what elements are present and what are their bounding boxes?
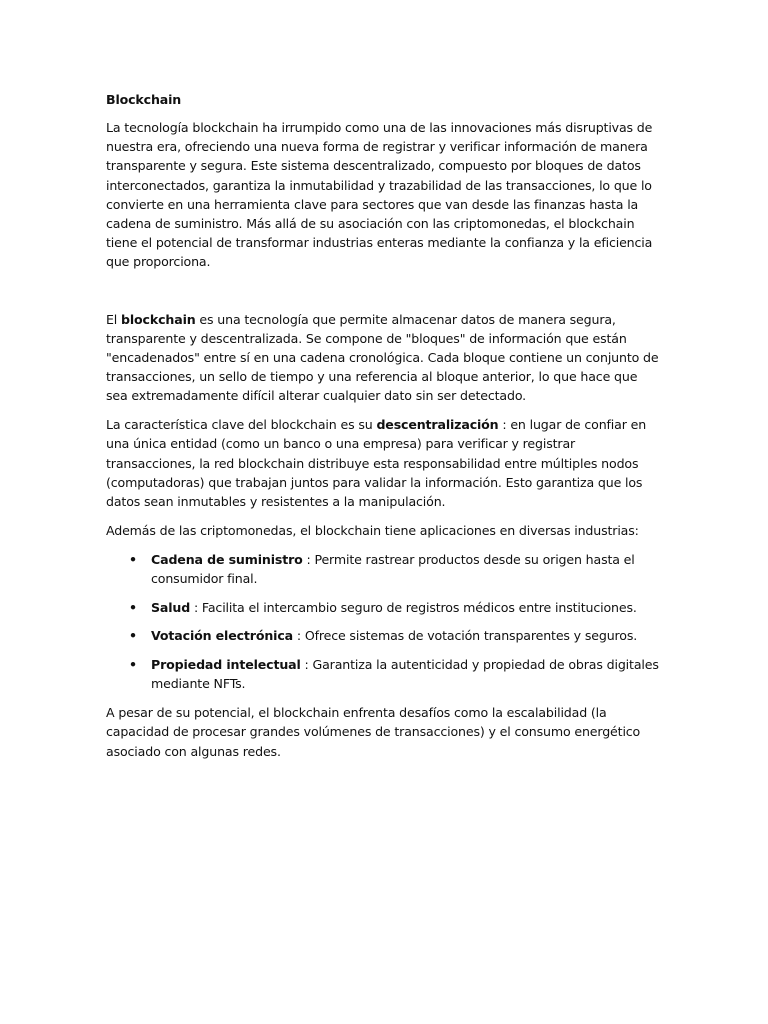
paragraph-spacer (106, 272, 662, 310)
definition-text: es una tecnología que permite almacenar datos de manera segura, transparente y descentralizada. Se compone de "bloques" de información que están "encadenados" entre sí en una cadena cronológica. Cada bloque contiene un conjunto de transacciones, un sello de tiempo y una referencia al bloque anterior, lo que hace que sea extremadamente difícil alterar cualquier dato sin ser detectado. (106, 311, 659, 404)
application-description: : Facilita el intercambio seguro de registros médicos entre instituciones. (190, 599, 637, 615)
application-term: Cadena de suministro (151, 551, 303, 567)
bullet-icon: • (129, 599, 137, 615)
list-item (106, 655, 662, 693)
bullet-icon: • (129, 628, 137, 644)
application-description: : Permite rastrear productos desde su origen hasta el consumidor final. (151, 551, 635, 586)
list-item (106, 598, 662, 617)
applications-list (106, 550, 662, 694)
conclusion-paragraph: A pesar de su potencial, el blockchain enfrenta desafíos como la escalabilidad (la capacidad de procesar grandes volúmenes de transacciones) y el consumo energético asociado con algunas redes. (106, 705, 641, 759)
application-term: Votación electrónica (151, 628, 294, 644)
bullet-icon: • (129, 551, 137, 567)
definition-term: blockchain (121, 311, 196, 327)
decentralization-prefix: La característica clave del blockchain es su (106, 417, 377, 433)
list-item (106, 626, 662, 645)
applications-intro: Además de las criptomonedas, el blockchain tiene aplicaciones en diversas industrias: (106, 522, 639, 538)
application-description: : Ofrece sistemas de votación transparentes y seguros. (293, 628, 638, 644)
definition-prefix: El (106, 311, 122, 327)
definition-paragraph (106, 310, 662, 406)
bullet-icon: • (129, 657, 137, 673)
application-term: Salud (151, 599, 191, 615)
application-description: : Garantiza la autenticidad y propiedad de obras digitales mediante NFTs. (151, 657, 659, 692)
decentralization-term: descentralización (376, 417, 499, 433)
decentralization-paragraph (106, 415, 662, 511)
decentralization-text: : en lugar de confiar en una única entidad (como un banco o una empresa) para verificar y registrar transacciones, la red blockchain distribuye esta responsabilidad entre múltiples nodos (computadoras) que trabajan juntos para validar la información. Esto garantiza que los datos sean inmutables y resistentes a la manipulación. (106, 417, 647, 510)
intro-paragraph: La tecnología blockchain ha irrumpido como una de las innovaciones más disruptivas de nuestra era, ofreciendo una nueva forma de registrar y verificar información de manera transparente y segura. Este sistema descentralizado, compuesto por bloques de datos interconectados, garantiza la inmutabilidad y trazabilidad de las transacciones, lo que lo convierte en una herramienta clave para sectores que van desde las finanzas hasta la cadena de suministro. Más allá de su asociación con las criptomonedas, el blockchain tiene el potencial de transformar industrias enteras mediante la confianza y la eficiencia que proporciona. (106, 120, 653, 270)
list-item (106, 550, 662, 588)
document-body (106, 90, 662, 770)
document-title: Blockchain (106, 92, 182, 107)
application-term: Propiedad intelectual (151, 657, 301, 673)
